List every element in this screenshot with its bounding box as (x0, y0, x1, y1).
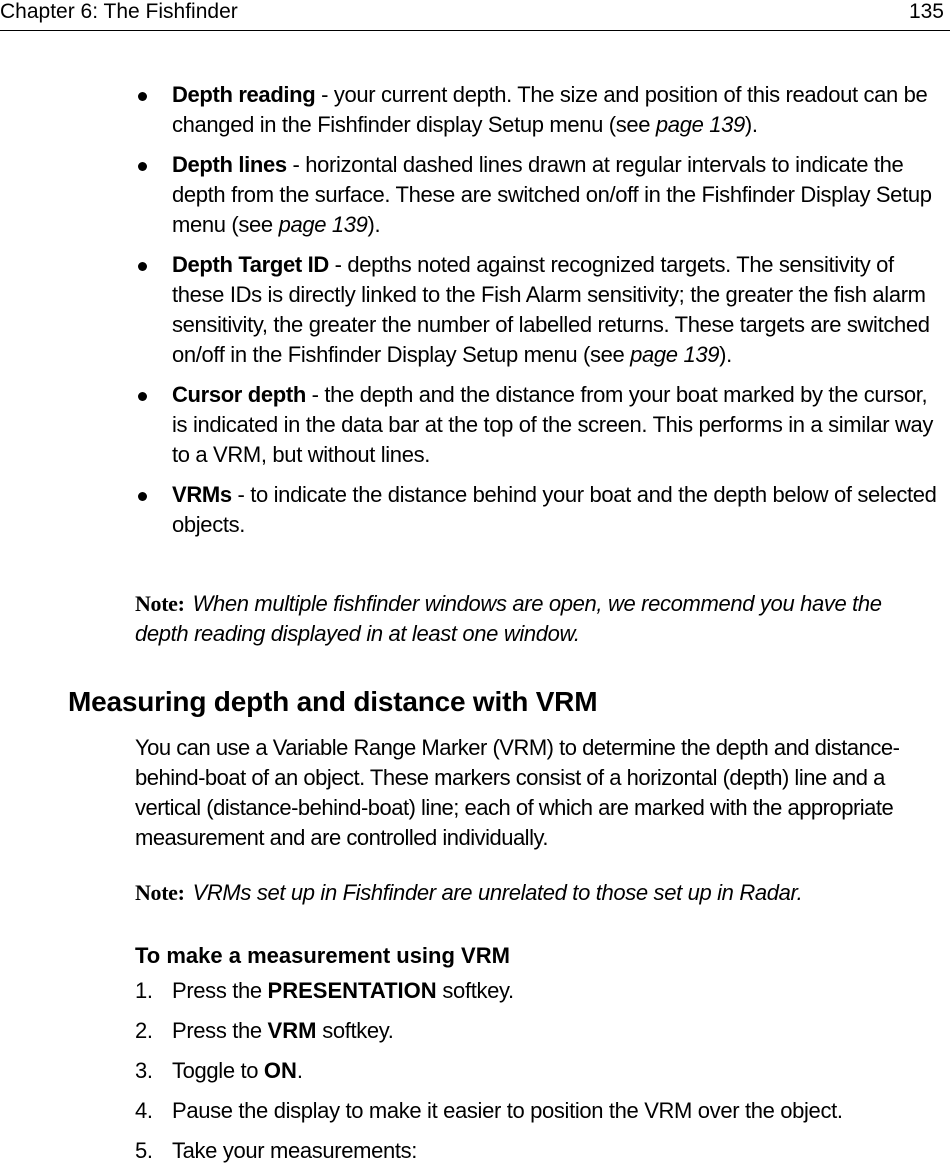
term-vrms: VRMs (172, 482, 232, 507)
list-item-text: - horizontal dashed lines drawn at regular intervals to indicate the depth from the surface. These are switched on/off in the Fishfinder Display Setup menu (see (172, 152, 932, 237)
term-depth-reading: Depth reading (172, 82, 316, 107)
note-vrm-radar (135, 878, 935, 908)
step-text: Toggle to (172, 1058, 264, 1083)
list-item-text: - to indicate the distance behind your boat and the depth below of selected objects. (172, 482, 937, 537)
list-item (130, 150, 945, 240)
step-text: Press the (172, 978, 268, 1003)
step-text: Press the (172, 1018, 268, 1043)
option-on: ON (263, 1058, 297, 1083)
note-text: VRMs set up in Fishfinder are unrelated to those set up in Radar. (192, 880, 803, 905)
step-item (135, 1016, 945, 1056)
list-item-text-end: ). (367, 212, 381, 237)
list-item-text: - the depth and the distance from your boat marked by the cursor, is indicated in the data bar at the top of the screen. This performs in a similar way to a VRM, but without lines. (172, 382, 934, 467)
bullet-icon (138, 162, 147, 171)
note-label: Note: (135, 880, 185, 905)
section-paragraph: You can use a Variable Range Marker (VRM) to determine the depth and distance-behind-boat of an object. These markers consist of a horizontal (depth) line and a vertical (distance-behind-boat) line; each of which are marked with the appropriate measurement and are controlled individually. (135, 735, 900, 850)
term-depth-lines: Depth lines (172, 152, 287, 177)
list-item-text-end: ). (719, 342, 732, 367)
procedure-heading: To make a measurement using VRM (135, 943, 510, 968)
note-label: Note: (135, 591, 185, 616)
list-item (130, 250, 945, 370)
step-item (135, 976, 945, 1016)
running-head (0, 0, 950, 31)
page-number: 135 (908, 0, 944, 23)
step-number: 2. (135, 1018, 153, 1043)
list-item-text: - your current depth. The size and position of this readout can be changed in the Fishfinder display Setup menu (see (172, 82, 928, 137)
list-item (130, 480, 945, 540)
step-item (135, 1096, 945, 1136)
softkey-presentation: PRESENTATION (267, 978, 437, 1003)
term-cursor-depth: Cursor depth (172, 382, 306, 407)
step-item (135, 1056, 945, 1096)
bullet-icon (138, 262, 147, 271)
step-text-end: softkey. (436, 978, 514, 1003)
step-number: 4. (135, 1098, 153, 1123)
bullet-icon (138, 92, 147, 101)
chapter-title: Chapter 6: The Fishfinder (0, 0, 238, 23)
step-number: 3. (135, 1058, 153, 1083)
bullet-icon (138, 392, 147, 401)
step-text-end: . (296, 1058, 303, 1083)
page-link[interactable]: page 139 (655, 112, 745, 137)
page-link[interactable]: page 139 (630, 342, 720, 367)
list-item-text: - depths noted against recognized targets. The sensitivity of these IDs is directly linked to the Fish Alarm sensitivity; the greater the fish alarm sensitivity, the greater the number of labelled returns. These targets are switched on/off in the Fishfinder Display Setup menu (see (172, 252, 930, 367)
display-elements-list (130, 80, 945, 550)
step-text-end: softkey. (316, 1018, 394, 1043)
list-item (130, 80, 945, 140)
step-number: 5. (135, 1138, 153, 1163)
step-item (135, 1136, 945, 1176)
note-multiple-windows (135, 589, 935, 649)
section-heading: Measuring depth and distance with VRM (68, 686, 598, 717)
note-text: When multiple fishfinder windows are open, we recommend you have the depth reading displayed in at least one window. (135, 591, 882, 646)
softkey-vrm: VRM (267, 1018, 317, 1043)
step-text: Take your measurements: (172, 1138, 418, 1163)
term-depth-target-id: Depth Target ID (172, 252, 329, 277)
procedure-steps (135, 976, 945, 1176)
page-link[interactable]: page 139 (278, 212, 368, 237)
step-text: Pause the display to make it easier to position the VRM over the object. (172, 1098, 843, 1123)
step-number: 1. (135, 978, 153, 1003)
list-item-text-end: ). (744, 112, 758, 137)
list-item (130, 380, 945, 470)
bullet-icon (138, 492, 147, 501)
